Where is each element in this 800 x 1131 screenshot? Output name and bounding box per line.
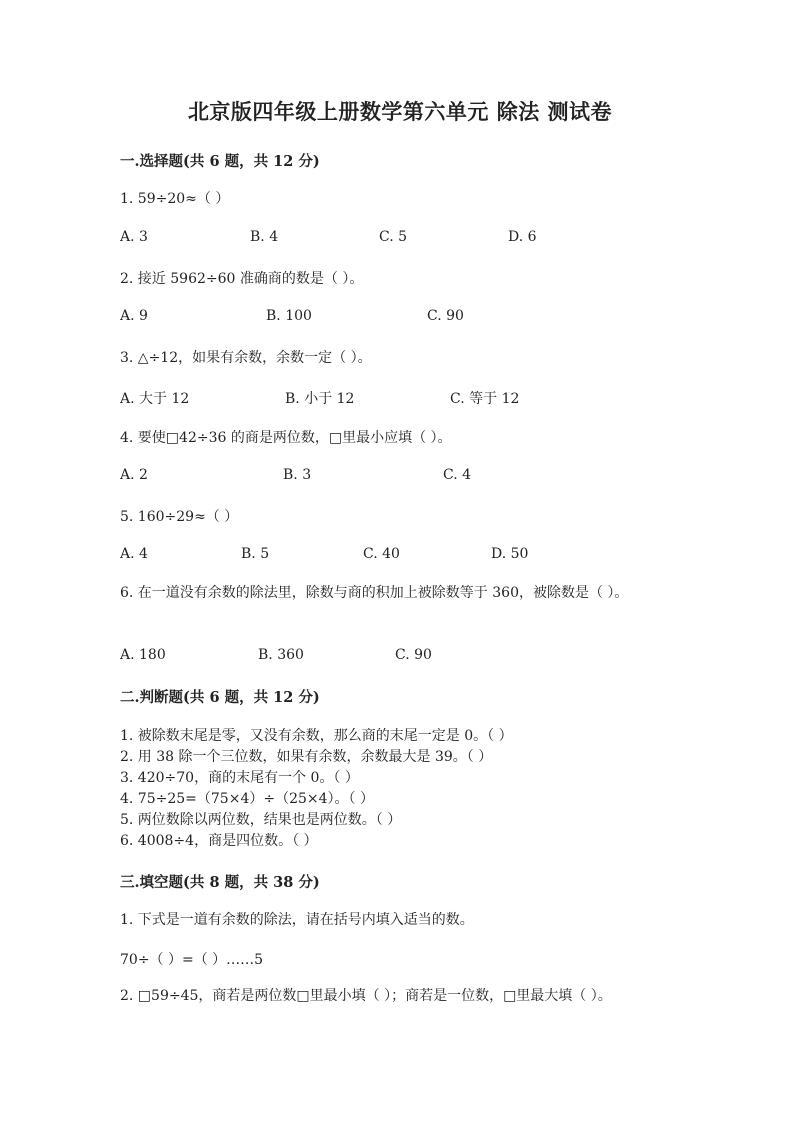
choice-options-4 — [120, 467, 680, 487]
option-b[interactable]: B. 3 — [283, 467, 312, 483]
judge-item-2: 2. 用 38 除一个三位数，如果有余数，余数最大是 39。（ ） — [120, 749, 493, 765]
option-a[interactable]: A. 4 — [120, 546, 148, 562]
choice-options-6 — [120, 647, 680, 667]
option-c[interactable]: C. 5 — [379, 229, 408, 245]
option-c[interactable]: C. 40 — [363, 546, 400, 562]
option-d[interactable]: D. 6 — [508, 229, 537, 245]
section-heading-fill: 三.填空题(共 8 题，共 38 分) — [120, 874, 320, 891]
option-a[interactable]: A. 2 — [120, 467, 148, 483]
choice-question-5: 5. 160÷29≈（ ） — [120, 509, 239, 525]
option-a[interactable]: A. 180 — [120, 647, 166, 663]
option-c[interactable]: C. 90 — [427, 308, 464, 324]
page-title: 北京版四年级上册数学第六单元 除法 测试卷 — [187, 99, 613, 124]
option-b[interactable]: B. 360 — [258, 647, 304, 663]
judge-item-6: 6. 4008÷4，商是四位数。（ ） — [120, 833, 318, 849]
judge-item-3: 3. 420÷70，商的末尾有一个 0。（ ） — [120, 770, 359, 786]
judge-item-1: 1. 被除数末尾是零，又没有余数，那么商的末尾一定是 0。（ ） — [120, 728, 513, 744]
choice-question-2: 2. 接近 5962÷60 准确商的数是（ ）。 — [120, 271, 364, 287]
option-b[interactable]: B. 小于 12 — [285, 391, 355, 407]
section-heading-judge: 二.判断题(共 6 题，共 12 分) — [120, 689, 320, 706]
option-d[interactable]: D. 50 — [491, 546, 529, 562]
choice-options-5 — [120, 546, 680, 566]
choice-question-1: 1. 59÷20≈（ ） — [120, 191, 230, 207]
option-b[interactable]: B. 4 — [250, 229, 279, 245]
option-a[interactable]: A. 大于 12 — [120, 391, 190, 407]
choice-question-3: 3. △÷12，如果有余数，余数一定（ ）。 — [120, 350, 372, 366]
section-heading-choice: 一.选择题(共 6 题，共 12 分) — [120, 153, 320, 170]
choice-options-3 — [120, 388, 680, 408]
fill-question-2: 2. □59÷45，商若是两位数□里最小填（ ）；商若是一位数，□里最大填（ ）。 — [120, 988, 612, 1004]
option-c[interactable]: C. 4 — [443, 467, 472, 483]
option-b[interactable]: B. 100 — [266, 308, 312, 324]
choice-question-4: 4. 要使□42÷36 的商是两位数，□里最小应填（ ）。 — [120, 430, 452, 446]
option-a[interactable]: A. 9 — [120, 308, 148, 324]
option-a[interactable]: A. 3 — [120, 229, 148, 245]
judge-item-5: 5. 两位数除以两位数，结果也是两位数。（ ） — [120, 812, 402, 828]
choice-question-6: 6. 在一道没有余数的除法里，除数与商的积加上被除数等于 360，被除数是（ ）。 — [120, 585, 629, 601]
choice-options-1 — [120, 229, 680, 249]
option-c[interactable]: C. 等于 12 — [450, 391, 520, 407]
fill-question-1: 1. 下式是一道有余数的除法，请在括号内填入适当的数。 — [120, 912, 474, 928]
choice-options-2 — [120, 308, 680, 328]
option-c[interactable]: C. 90 — [395, 647, 432, 663]
fill-expression-1: 70÷（ ）=（ ）……5 — [120, 952, 264, 968]
judge-item-4: 4. 75÷25=（75×4）÷（25×4）。（ ） — [120, 791, 374, 807]
option-b[interactable]: B. 5 — [241, 546, 270, 562]
